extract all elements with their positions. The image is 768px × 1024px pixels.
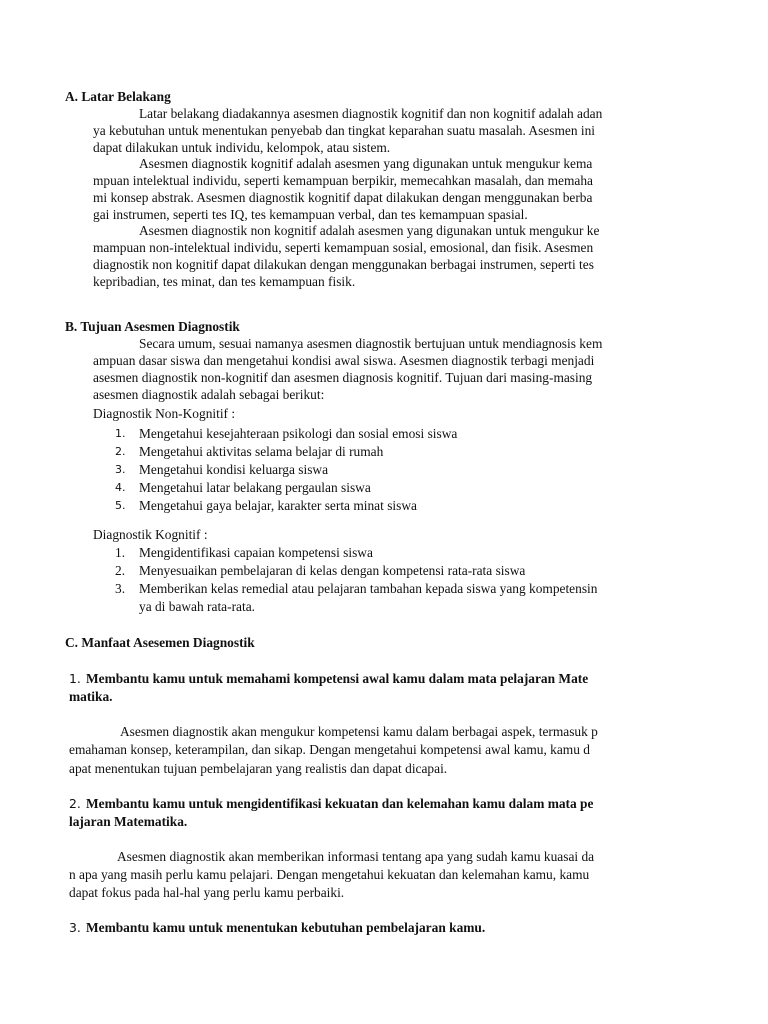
point-number: 2. — [69, 796, 81, 811]
section-a-paragraph-1-line: ya kebutuhan untuk menentukan penyebab dan tingkat keparahan suatu masalah. Asesmen ini — [93, 123, 596, 138]
list-item-number: 1. — [115, 545, 126, 560]
point-title: lajaran Matematika. — [69, 814, 188, 829]
section-b-intro-line: asesmen diagnostik non-kognitif dan asesmen diagnosis kognitif. Tujuan dari masing-masing — [93, 370, 593, 385]
list-item-number: 3. — [115, 581, 126, 596]
list-item: Mengetahui gaya belajar, karakter serta minat siswa — [139, 498, 417, 513]
section-a-paragraph-3-line: Asesmen diagnostik non kognitif adalah asesmen yang digunakan untuk mengukur ke — [139, 223, 600, 238]
point-title: matika. — [69, 689, 113, 704]
list-item-number: 4. — [115, 481, 126, 494]
section-a-heading: A. Latar Belakang — [65, 89, 171, 104]
section-b-heading: B. Tujuan Asesmen Diagnostik — [65, 319, 240, 334]
point-body-line: Asesmen diagnostik akan mengukur kompetensi kamu dalam berbagai aspek, termasuk p — [120, 724, 598, 739]
point-body-line: emahaman konsep, keterampilan, dan sikap. Dengan mengetahui kompetensi awal kamu, kamu d — [69, 742, 590, 757]
section-a-paragraph-2-line: gai instrumen, seperti tes IQ, tes kemampuan verbal, dan tes kemampuan spasial. — [93, 207, 528, 222]
list-item: Menyesuaikan pembelajaran di kelas dengan kompetensi rata-rata siswa — [139, 563, 526, 578]
point-title: Membantu kamu untuk memahami kompetensi awal kamu dalam mata pelajaran Mate — [86, 671, 589, 686]
section-c-heading: C. Manfaat Asesemen Diagnostik — [65, 635, 255, 650]
list-item: Mengidentifikasi capaian kompetensi siswa — [139, 545, 373, 560]
point-number: 1. — [69, 671, 81, 686]
non-kognitif-label: Diagnostik Non-Kognitif : — [93, 406, 236, 421]
list-item-number: 2. — [115, 563, 126, 578]
point-body-line: n apa yang masih perlu kamu pelajari. Dengan mengetahui kekuatan dan kelemahan kamu, kamu — [69, 867, 590, 882]
section-a-paragraph-3-line: mampuan non-intelektual individu, seperti kemampuan sosial, emosional, dan fisik. Asesmen — [93, 240, 594, 255]
section-b-intro-line: asesmen diagnostik adalah sebagai berikut: — [93, 387, 325, 402]
section-a-paragraph-3-line: kepribadian, tes minat, dan tes kemampuan fisik. — [93, 274, 356, 289]
section-a-paragraph-1-line: dapat dilakukan untuk individu, kelompok, atau sistem. — [93, 140, 391, 155]
list-item-continuation: ya di bawah rata-rata. — [139, 599, 255, 614]
section-b-intro-line: ampuan dasar siswa dan mengetahui kondisi awal siswa. Asesmen diagnostik terbagi menjadi — [93, 353, 595, 368]
list-item-number: 1. — [115, 427, 126, 440]
list-item-number: 5. — [115, 499, 126, 512]
section-b-intro-line: Secara umum, sesuai namanya asesmen diagnostik bertujuan untuk mendiagnosis kem — [139, 336, 603, 351]
point-title: Membantu kamu untuk mengidentifikasi kekuatan dan kelemahan kamu dalam mata pe — [86, 796, 594, 811]
section-a-paragraph-2-line: Asesmen diagnostik kognitif adalah asesmen yang digunakan untuk mengukur kema — [139, 156, 593, 171]
point-number: 3. — [69, 920, 81, 935]
section-a-paragraph-3-line: diagnostik non kognitif dapat dilakukan dengan menggunakan berbagai instrumen, seperti tes — [93, 257, 594, 272]
list-item: Mengetahui kesejahteraan psikologi dan sosial emosi siswa — [139, 426, 458, 441]
list-item-number: 3. — [115, 463, 126, 476]
list-item: Mengetahui kondisi keluarga siswa — [139, 462, 329, 477]
section-a-paragraph-1-line: Latar belakang diadakannya asesmen diagnostik kognitif dan non kognitif adalah adan — [139, 106, 603, 121]
kognitif-label: Diagnostik Kognitif : — [93, 527, 208, 542]
list-item: Mengetahui aktivitas selama belajar di rumah — [139, 444, 384, 459]
list-item: Memberikan kelas remedial atau pelajaran tambahan kepada siswa yang kompetensin — [139, 581, 598, 596]
point-title: Membantu kamu untuk menentukan kebutuhan pembelajaran kamu. — [86, 920, 486, 935]
list-item: Mengetahui latar belakang pergaulan siswa — [139, 480, 371, 495]
section-a-paragraph-2-line: mi konsep abstrak. Asesmen diagnostik kognitif dapat dilakukan dengan menggunakan berba — [93, 190, 593, 205]
point-body-line: Asesmen diagnostik akan memberikan informasi tentang apa yang sudah kamu kuasai da — [117, 849, 595, 864]
section-a-paragraph-2-line: mpuan intelektual individu, seperti kemampuan berpikir, memecahkan masalah, dan memaha — [93, 173, 593, 188]
list-item-number: 2. — [115, 445, 126, 458]
point-body-line: apat menentukan tujuan pembelajaran yang realistis dan dapat dicapai. — [69, 761, 448, 776]
point-body-line: dapat fokus pada hal-hal yang perlu kamu perbaiki. — [69, 885, 345, 900]
